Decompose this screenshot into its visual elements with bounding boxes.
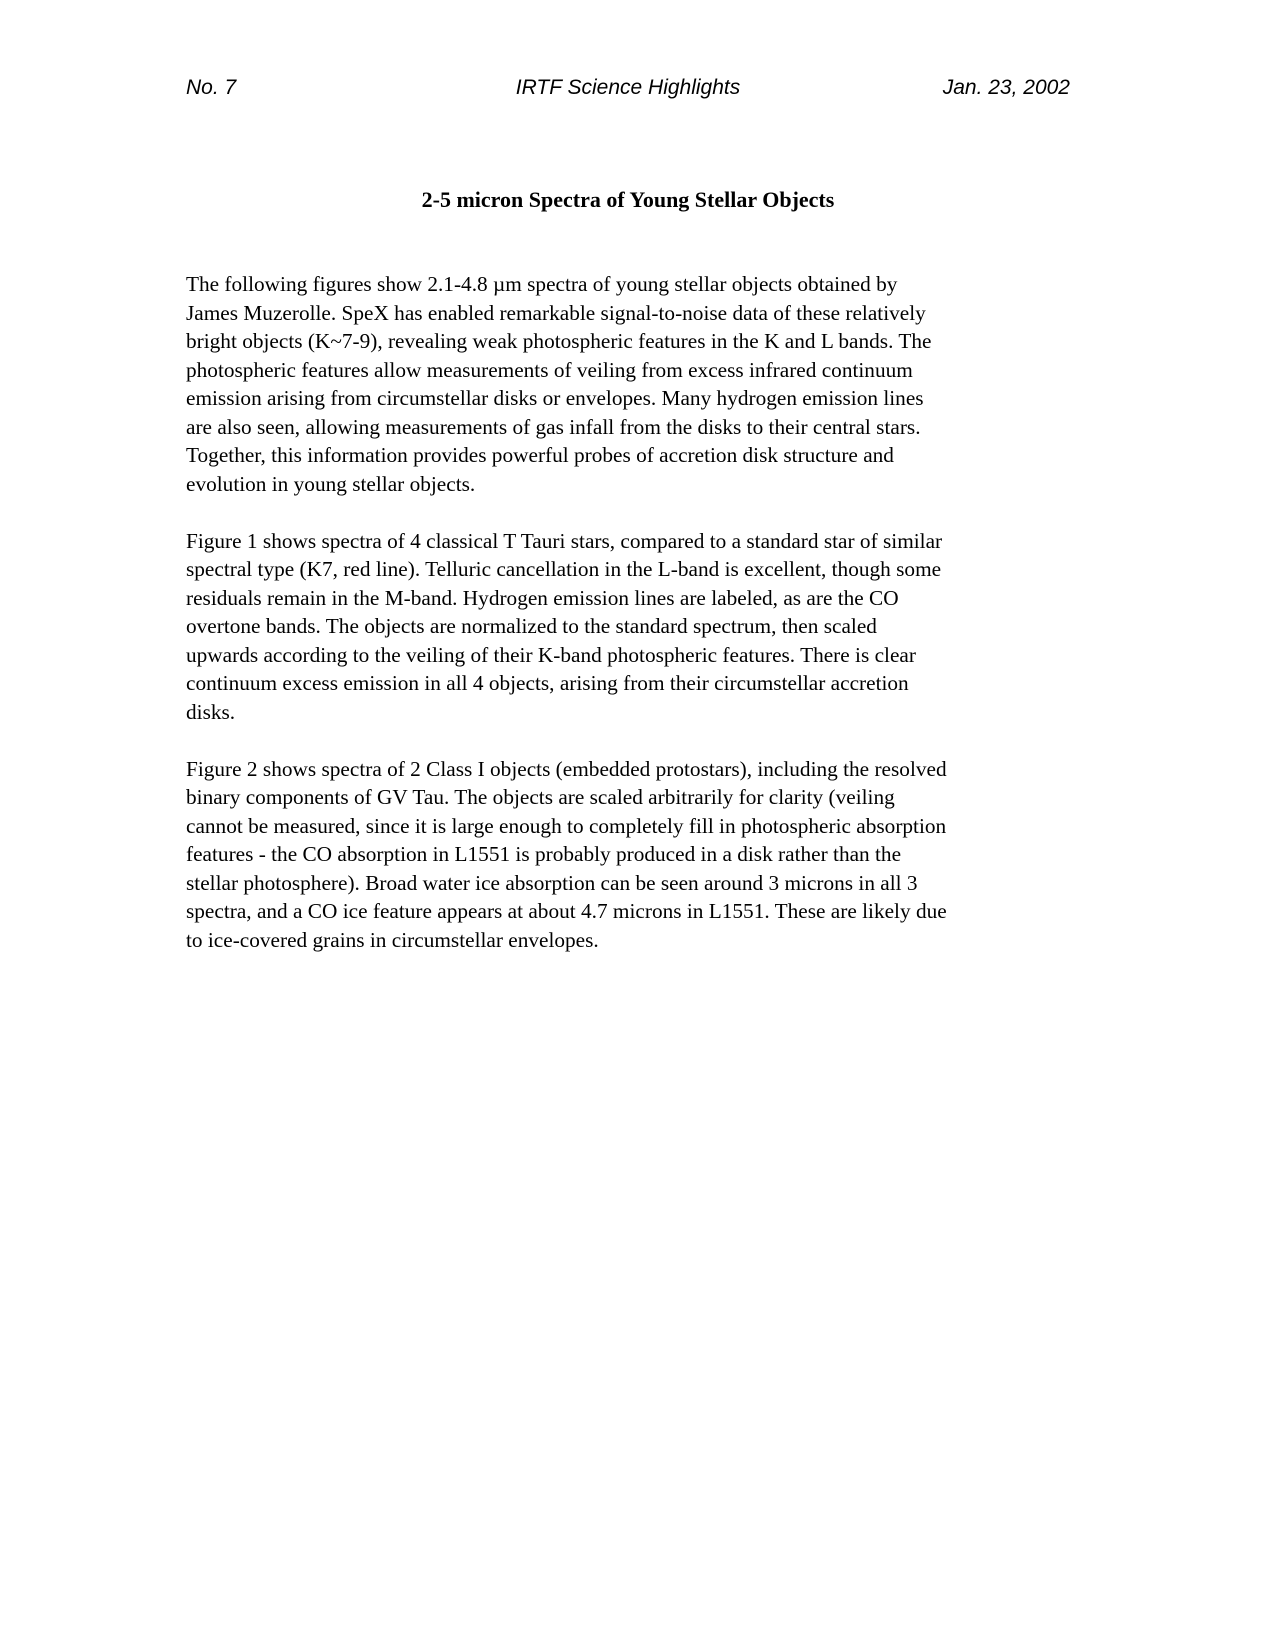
article-title: 2-5 micron Spectra of Young Stellar Objects	[421, 187, 835, 212]
text-line: stellar photosphere). Broad water ice absorption can be seen around 3 microns in all 3	[186, 870, 918, 895]
text-line: emission arising from circumstellar disks or envelopes. Many hydrogen emission lines	[186, 386, 924, 410]
text-line: evolution in young stellar objects.	[186, 471, 476, 496]
issue-number: No. 7	[186, 76, 237, 99]
text-line: residuals remain in the M-band. Hydrogen emission lines are labeled, as are the CO	[186, 585, 899, 610]
text-line: James Muzerolle. SpeX has enabled remarkable signal-to-noise data of these relatively	[186, 300, 926, 325]
text-line: to ice-covered grains in circumstellar envelopes.	[186, 927, 599, 952]
paragraph-2	[186, 527, 1086, 727]
paragraph-1	[186, 270, 1086, 498]
text-line: photospheric features allow measurements of veiling from excess infrared continuum	[186, 357, 913, 382]
text-line: cannot be measured, since it is large enough to completely fill in photospheric absorption	[186, 813, 947, 838]
text-line: bright objects (K~7-9), revealing weak photospheric features in the K and L bands. The	[186, 329, 932, 353]
text-line: upwards according to the veiling of their K-band photospheric features. There is clear	[186, 642, 916, 667]
page-header	[186, 70, 1070, 106]
article-body	[186, 270, 1086, 983]
text-line: binary components of GV Tau. The objects are scaled arbitrarily for clarity (veiling	[186, 785, 895, 809]
paragraph-3	[186, 755, 1086, 955]
text-line: Figure 2 shows spectra of 2 Class I objects (embedded protostars), including the resolved	[186, 756, 947, 781]
publication-name: IRTF Science Highlights	[515, 76, 741, 99]
text-line: spectral type (K7, red line). Telluric cancellation in the L-band is excellent, though some	[186, 557, 942, 581]
text-line: are also seen, allowing measurements of gas infall from the disks to their central stars.	[186, 414, 921, 439]
text-line: disks.	[186, 699, 236, 724]
text-line: The following figures show 2.1-4.8 µm spectra of young stellar objects obtained by	[186, 272, 898, 296]
text-line: Together, this information provides powerful probes of accretion disk structure and	[186, 443, 894, 467]
publication-date: Jan. 23, 2002	[942, 76, 1070, 99]
text-line: overtone bands. The objects are normalized to the standard spectrum, then scaled	[186, 614, 877, 638]
text-line: features - the CO absorption in L1551 is probably produced in a disk rather than the	[186, 842, 902, 866]
text-line: Figure 1 shows spectra of 4 classical T Tauri stars, compared to a standard star of similar	[186, 528, 943, 553]
text-line: spectra, and a CO ice feature appears at about 4.7 microns in L1551. These are likely due	[186, 899, 947, 923]
text-line: continuum excess emission in all 4 objects, arising from their circumstellar accretion	[186, 671, 909, 695]
